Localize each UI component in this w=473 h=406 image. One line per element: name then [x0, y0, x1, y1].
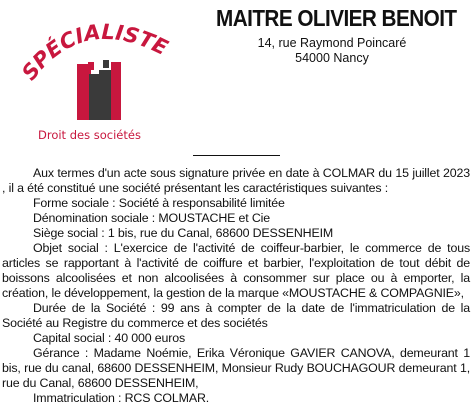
notice-body	[2, 166, 470, 406]
notice-gerance: Gérance : Madame Noémie, Erika Véronique GAVIER CANOVA, demeurant 1 bis, rue du canal, 68600 DESSENHEIM, Monsieur Rudy BOUCHAGOUR demeurant 1, rue du Canal, 68600 DESSENHEIM,	[2, 346, 470, 390]
figures-icon	[77, 60, 121, 120]
notice-capital: Capital social : 40 000 euros	[33, 331, 186, 345]
logo-caption: Droit des sociétés	[38, 128, 141, 142]
notice-immatriculation: Immatriculation : RCS COLMAR.	[33, 391, 210, 405]
notice-objet-social: Objet social : L'exercice de l'activité de coiffeur-barbier, le commerce de tous articles se rapportant à l'activité de coiffure et barbier, l'exploitation de tout débit de boissons alcoolisées et non alcoolisées à consommer sur place ou à emporter, la création, le développement, la gestion de la marque «MOUSTACHE & COMPAGNIE»,	[2, 241, 470, 300]
logo-arc-text: SPÉCIALISTE	[17, 19, 172, 85]
lawyer-name: MAITRE OLIVIER BENOIT	[216, 5, 457, 31]
specialiste-logo	[6, 4, 178, 144]
lawyer-city: 54000 Nancy	[295, 51, 369, 65]
notice-duree: Durée de la Société : 99 ans à compter de la date de l'immatriculation de la Société au Registre du commerce et des sociétés	[2, 301, 470, 330]
section-divider	[193, 155, 280, 156]
notice-intro-paragraph: Aux termes d'un acte sous signature privée en date à COLMAR du 15 juillet 2023 , il a été constitué une société présentant les caractéristiques suivantes :	[2, 166, 470, 195]
notice-forme-sociale: Forme sociale : Société à responsabilité limitée	[33, 196, 285, 210]
specialiste-logo-graphic	[6, 4, 178, 144]
lawyer-street-address: 14, rue Raymond Poincaré	[257, 36, 407, 50]
notice-denomination: Dénomination sociale : MOUSTACHE et Cie	[33, 211, 271, 225]
notice-siege-social: Siège social : 1 bis, rue du Canal, 68600 DESSENHEIM	[33, 226, 334, 240]
